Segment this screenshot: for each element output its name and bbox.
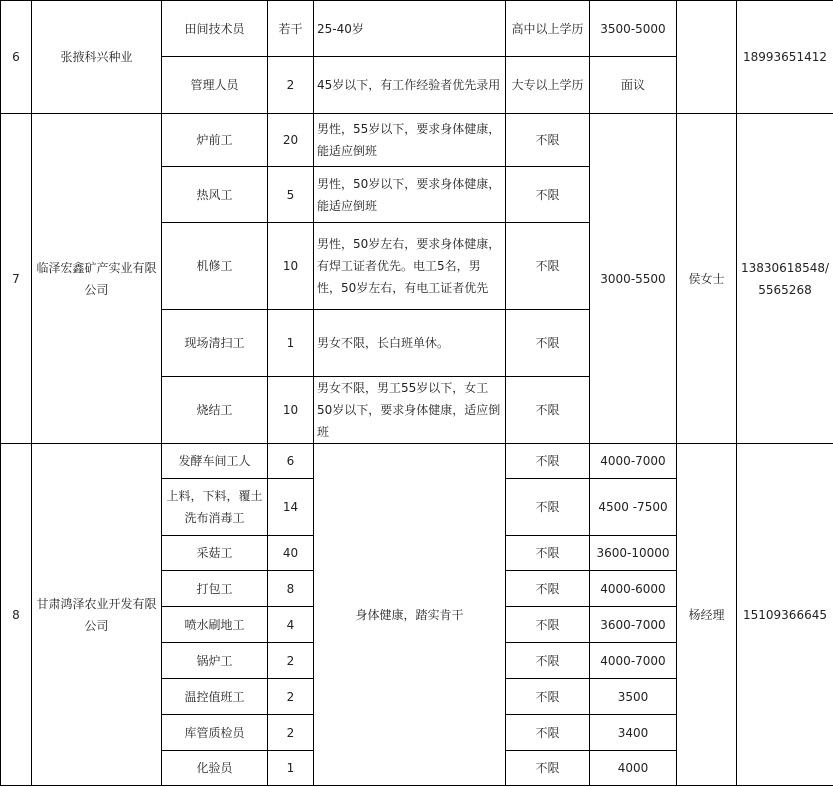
position-title: 机修工 [162,223,268,310]
company-name: 张掖科兴种业 [32,1,162,114]
education: 不限 [506,643,590,679]
headcount: 2 [268,57,314,114]
contact-person: 侯女士 [677,114,737,444]
phone-number: 15109366645 [737,444,833,786]
salary: 3400 [590,715,677,751]
headcount: 8 [268,571,314,607]
position-title: 上料，下料，覆土洗布消毒工 [162,479,268,536]
education: 不限 [506,536,590,571]
row-number: 6 [1,1,32,114]
education: 不限 [506,751,590,786]
headcount: 40 [268,536,314,571]
requirements: 男性，50岁左右，要求身体健康，有焊工证者优先。电工5名，男性，50岁左右，有电工证者优先 [314,223,506,310]
phone-number: 13830618548/5565268 [737,114,833,444]
headcount: 6 [268,444,314,479]
salary: 4500 -7500 [590,479,677,536]
headcount: 10 [268,223,314,310]
education: 不限 [506,607,590,643]
position-title: 温控值班工 [162,679,268,715]
salary: 4000-6000 [590,571,677,607]
headcount: 1 [268,310,314,377]
education: 不限 [506,310,590,377]
contact-person: 杨经理 [677,444,737,786]
headcount: 2 [268,643,314,679]
table-row [1,114,833,167]
row-number: 8 [1,444,32,786]
position-title: 库管质检员 [162,715,268,751]
headcount: 5 [268,167,314,223]
education: 不限 [506,715,590,751]
headcount: 20 [268,114,314,167]
salary: 3500 [590,679,677,715]
education: 不限 [506,114,590,167]
headcount: 若干 [268,1,314,57]
position-title: 现场清扫工 [162,310,268,377]
table-row [1,444,833,479]
headcount: 14 [268,479,314,536]
position-title: 锅炉工 [162,643,268,679]
position-title: 喷水刷地工 [162,607,268,643]
company-name: 甘肃鸿泽农业开发有限公司 [32,444,162,786]
requirements: 男性，50岁以下，要求身体健康，能适应倒班 [314,167,506,223]
requirements: 25-40岁 [314,1,506,57]
education: 高中以上学历 [506,1,590,57]
salary: 3600-10000 [590,536,677,571]
requirements: 男女不限，男工55岁以下，女工50岁以下，要求身体健康，适应倒班 [314,377,506,444]
position-title: 采菇工 [162,536,268,571]
headcount: 10 [268,377,314,444]
salary: 3000-5500 [590,114,677,444]
salary: 3600-7000 [590,607,677,643]
salary: 4000-7000 [590,444,677,479]
position-title: 田间技术员 [162,1,268,57]
position-title: 管理人员 [162,57,268,114]
headcount: 4 [268,607,314,643]
education: 不限 [506,571,590,607]
position-title: 炉前工 [162,114,268,167]
requirements: 男女不限，长白班单休。 [314,310,506,377]
salary: 4000 [590,751,677,786]
salary: 3500-5000 [590,1,677,57]
education: 不限 [506,679,590,715]
headcount: 1 [268,751,314,786]
company-name: 临泽宏鑫矿产实业有限公司 [32,114,162,444]
contact-person [677,1,737,114]
education: 大专以上学历 [506,57,590,114]
salary: 面议 [590,57,677,114]
salary: 4000-7000 [590,643,677,679]
education: 不限 [506,223,590,310]
education: 不限 [506,479,590,536]
position-title: 发酵车间工人 [162,444,268,479]
row-number: 7 [1,114,32,444]
education: 不限 [506,167,590,223]
requirements: 身体健康，踏实肯干 [314,444,506,786]
position-title: 打包工 [162,571,268,607]
headcount: 2 [268,679,314,715]
education: 不限 [506,377,590,444]
headcount: 2 [268,715,314,751]
position-title: 热风工 [162,167,268,223]
requirements: 男性，55岁以下，要求身体健康，能适应倒班 [314,114,506,167]
phone-number: 18993651412 [737,1,833,114]
position-title: 烧结工 [162,377,268,444]
position-title: 化验员 [162,751,268,786]
requirements: 45岁以下，有工作经验者优先录用 [314,57,506,114]
education: 不限 [506,444,590,479]
table-row [1,1,833,57]
